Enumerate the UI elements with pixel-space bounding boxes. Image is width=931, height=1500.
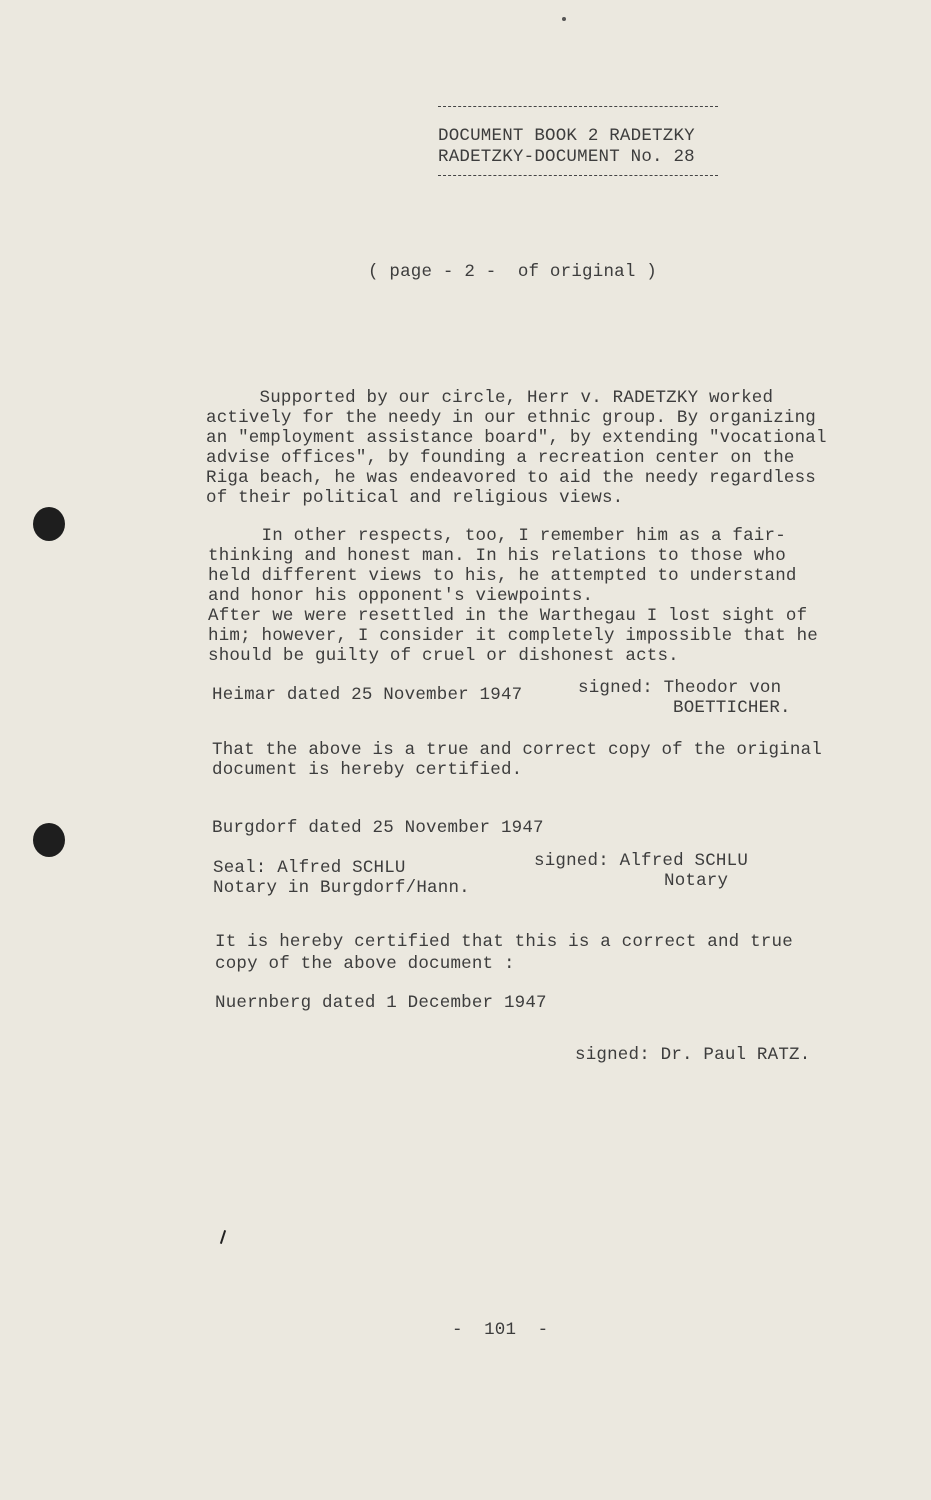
certification-line: copy of the above document : [215, 954, 515, 974]
page-number: - 101 - [452, 1320, 549, 1340]
paragraph-line: In other respects, too, I remember him as a fair- [208, 526, 786, 546]
paragraph-line: Supported by our circle, Herr v. RADETZKY worked [206, 388, 774, 408]
signature-name: BOETTICHER. [673, 698, 791, 718]
seal-notary-title: Notary [664, 871, 729, 891]
certification-line: document is hereby certified. [212, 760, 523, 780]
final-signature: signed: Dr. Paul RATZ. [575, 1045, 811, 1065]
paragraph-line: should be guilty of cruel or dishonest acts. [208, 646, 679, 666]
punch-hole-bottom [33, 823, 65, 857]
header-rule-top [438, 106, 718, 107]
paragraph-line: actively for the needy in our ethnic group. By organizing [206, 408, 816, 428]
seal-line: Seal: Alfred SCHLU [213, 858, 406, 878]
page-reference: ( page - 2 - of original ) [368, 262, 657, 282]
pencil-mark [220, 1230, 226, 1244]
signature-signed-line: signed: Theodor von [578, 678, 782, 698]
paragraph-line: an "employment assistance board", by extending "vocational [206, 428, 827, 448]
burgdorf-date: Burgdorf dated 25 November 1947 [212, 818, 544, 838]
paragraph-line: him; however, I consider it completely impossible that he [208, 626, 818, 646]
paragraph-line: After we were resettled in the Warthegau I lost sight of [208, 606, 808, 626]
nuernberg-date: Nuernberg dated 1 December 1947 [215, 993, 547, 1013]
paragraph-line: held different views to his, he attempted to understand [208, 566, 797, 586]
header-line-2: RADETZKY-DOCUMENT No. 28 [438, 147, 695, 167]
header-rule-bottom [438, 175, 718, 176]
seal-signed-line: signed: Alfred SCHLU [534, 851, 749, 871]
certification-line: That the above is a true and correct copy of the original [212, 740, 822, 760]
punch-hole-top [33, 507, 65, 541]
certification-line: It is hereby certified that this is a correct and true [215, 932, 793, 952]
paragraph-line: Riga beach, he was endeavored to aid the needy regardless [206, 468, 816, 488]
paragraph-line: thinking and honest man. In his relations to those who [208, 546, 786, 566]
seal-notary-line: Notary in Burgdorf/Hann. [213, 878, 470, 898]
header-line-1: DOCUMENT BOOK 2 RADETZKY [438, 126, 695, 146]
paragraph-line: of their political and religious views. [206, 488, 624, 508]
paragraph-line: and honor his opponent's viewpoints. [208, 586, 594, 606]
paragraph-line: advise offices", by founding a recreation center on the [206, 448, 795, 468]
signature-place-date: Heimar dated 25 November 1947 [212, 685, 523, 705]
speck-mark [562, 17, 566, 21]
